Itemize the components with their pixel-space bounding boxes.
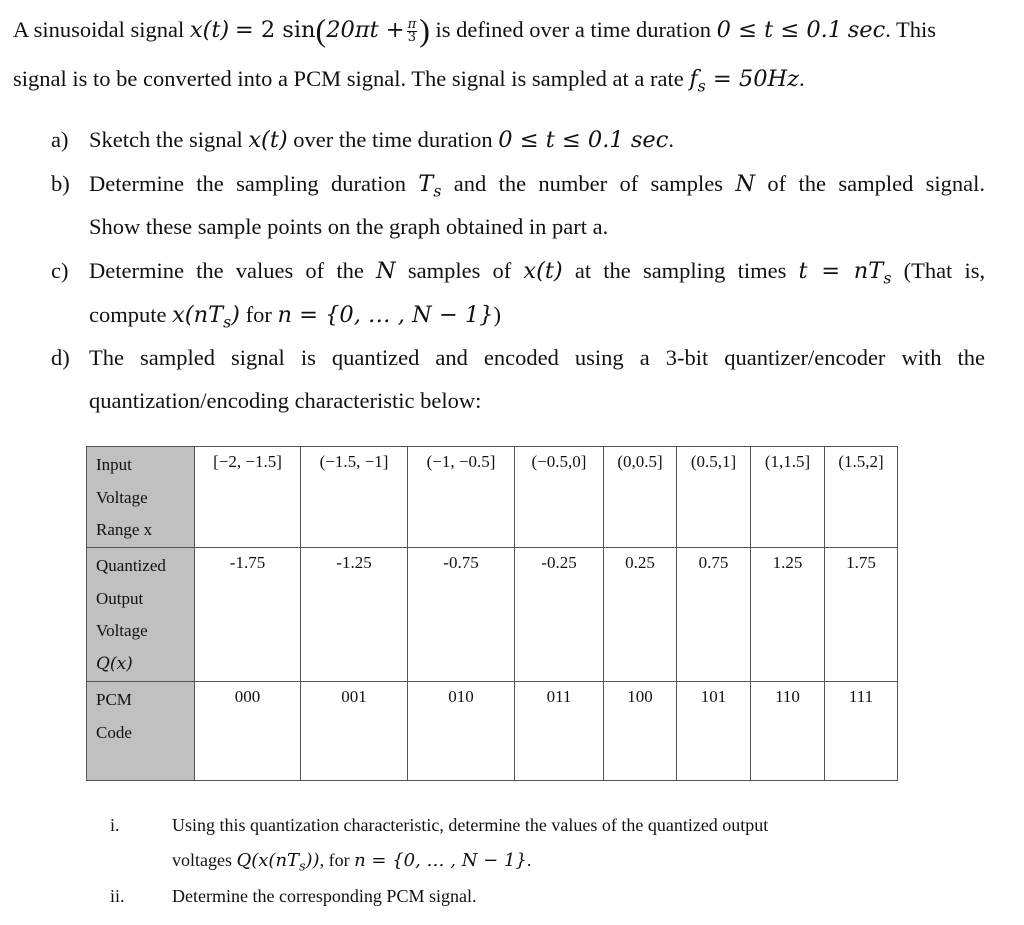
header-line: Range x xyxy=(96,520,153,539)
text-run: of the sampled signal. xyxy=(767,171,986,196)
table-row-quantized xyxy=(87,548,898,682)
intro-text: A sinusoidal signal xyxy=(13,17,185,42)
s-subscript: s xyxy=(883,268,892,288)
frac-numerator: π xyxy=(407,17,417,33)
close-paren: ) xyxy=(419,12,430,48)
sample-expr-start: x(nT xyxy=(172,302,224,328)
text-run: compute xyxy=(89,302,167,327)
header-line: Quantized xyxy=(96,556,166,575)
intro-line-2 xyxy=(13,66,805,96)
row-header-quantized xyxy=(87,548,195,682)
text-run: , for xyxy=(319,850,350,870)
intro-text: signal is to be converted into a PCM signal. The signal is sampled at a rate xyxy=(13,66,684,91)
ts-symbol xyxy=(418,171,442,201)
header-line: Output xyxy=(96,588,144,608)
n-symbol: N xyxy=(375,258,396,284)
text-run: voltages xyxy=(172,850,232,870)
text-run: Determine the values of the xyxy=(89,258,364,283)
index-set: n = {0, … , N − 1} xyxy=(354,850,527,871)
quantized-cell: -0.75 xyxy=(408,548,515,682)
intro-text: . xyxy=(799,66,805,91)
ts-letter: T xyxy=(418,171,434,197)
sample-expression: $x(nT_s)$ xyxy=(172,302,240,332)
unit-sec: sec xyxy=(847,17,886,43)
n-symbol: N xyxy=(735,171,756,197)
signal-symbol: x(t) xyxy=(248,127,288,153)
table-row-input-range xyxy=(87,447,898,548)
quantized-cell: -1.25 xyxy=(301,548,408,682)
part-d-label: d) xyxy=(51,345,70,370)
sampling-rate xyxy=(689,66,800,96)
pcm-code-cell: 111 xyxy=(825,682,898,781)
part-d-line-2: quantization/encoding characteristic below: xyxy=(89,388,482,413)
pcm-code-cell: 000 xyxy=(195,682,301,781)
quantization-table xyxy=(86,446,898,781)
text-run: and the number of samples xyxy=(453,171,724,196)
time-range: 0 ≤ t ≤ 0.1 sec xyxy=(498,127,669,153)
subpart-ii-text: Determine the corresponding PCM signal. xyxy=(172,886,477,906)
ts-subscript: s xyxy=(433,181,442,201)
intro-text: . This xyxy=(885,17,937,42)
text-run: . xyxy=(526,850,532,870)
quantized-expression: $Q(x(nT_s))$ xyxy=(236,850,320,874)
sample-expr-end: ) xyxy=(231,302,240,328)
part-b-line-1 xyxy=(89,171,985,201)
subpart-i-line-2 xyxy=(172,850,531,874)
range-cell: (1.5,2] xyxy=(825,447,898,548)
part-b-line-2: Show these sample points on the graph obtained in part a. xyxy=(89,214,609,239)
header-line: PCM xyxy=(96,690,132,709)
index-set: n = {0, … , N − 1} xyxy=(277,302,494,328)
text-run: Sketch the signal xyxy=(89,127,243,152)
header-line: Voltage xyxy=(96,621,148,640)
part-c-line-1 xyxy=(89,258,985,288)
argument-text: 20πt + xyxy=(326,17,405,43)
sampling-time xyxy=(798,258,892,288)
part-c-label: c) xyxy=(51,258,69,283)
fs-value: = 50Hz xyxy=(712,66,800,92)
fs-subscript: s xyxy=(697,76,706,96)
quantized-cell: -0.25 xyxy=(515,548,604,682)
intro-line-1 xyxy=(13,12,936,49)
signal-symbol: x(t) xyxy=(523,258,563,284)
q-expr-end: )) xyxy=(305,850,320,871)
pcm-code-cell: 110 xyxy=(751,682,825,781)
part-a-text xyxy=(89,127,674,153)
part-c-line-2 xyxy=(89,302,501,332)
pcm-code-cell: 010 xyxy=(408,682,515,781)
range-cell: (−1, −0.5] xyxy=(408,447,515,548)
time-range: 0 ≤ t ≤ 0.1 xyxy=(716,17,843,43)
t-equation: t = nT xyxy=(798,258,884,284)
range-cell: (1,1.5] xyxy=(751,447,825,548)
text-run: Determine the sampling duration xyxy=(89,171,406,196)
header-line: Input xyxy=(96,455,132,474)
quantized-cell: -1.75 xyxy=(195,548,301,682)
signal-symbol: x(t) xyxy=(189,17,230,43)
header-line: Voltage xyxy=(96,487,148,507)
text-run: . xyxy=(668,127,674,152)
open-paren: ( xyxy=(315,12,327,48)
range-cell: (−1.5, −1] xyxy=(301,447,408,548)
quantized-cell: 1.25 xyxy=(751,548,825,682)
pcm-code-cell: 101 xyxy=(677,682,751,781)
range-cell: (0,0.5] xyxy=(604,447,677,548)
table-row-pcm xyxy=(87,682,898,781)
frac-denominator: 3 xyxy=(407,30,417,46)
header-line: Code xyxy=(96,722,132,742)
subpart-ii-label: ii. xyxy=(110,886,125,906)
range-cell: [−2, −1.5] xyxy=(195,447,301,548)
quantized-cell: 0.75 xyxy=(677,548,751,682)
pi-over-three xyxy=(407,19,418,44)
subpart-i-label: i. xyxy=(110,815,120,835)
quantized-cell: 0.25 xyxy=(604,548,677,682)
row-header-input xyxy=(87,447,195,548)
part-b-label: b) xyxy=(51,171,70,196)
fs-symbol: f xyxy=(689,66,698,92)
row-header-pcm xyxy=(87,682,195,781)
pcm-code-cell: 001 xyxy=(301,682,408,781)
text-run: ) xyxy=(493,302,501,327)
header-line: Q(x) xyxy=(96,653,133,674)
text-run: over the time duration xyxy=(293,127,493,152)
part-a-label: a) xyxy=(51,127,69,152)
part-d-line-1: The sampled signal is quantized and encoded using a 3-bit quantizer/encoder with the xyxy=(89,345,985,370)
text-run: samples of xyxy=(407,258,512,283)
pcm-code-cell: 100 xyxy=(604,682,677,781)
quantized-cell: 1.75 xyxy=(825,548,898,682)
intro-text: is defined over a time duration xyxy=(435,17,712,42)
range-cell: (0.5,1] xyxy=(677,447,751,548)
text-run: (That is, xyxy=(903,258,986,283)
equation-text: = 2 sin xyxy=(234,17,316,43)
subpart-i-line-1: Using this quantization characteristic, determine the values of the quantized output xyxy=(172,815,769,835)
text-run: at the sampling times xyxy=(574,258,787,283)
range-cell: (−0.5,0] xyxy=(515,447,604,548)
pcm-code-cell: 011 xyxy=(515,682,604,781)
q-expr-start: Q(x(nT xyxy=(236,850,300,871)
text-run: for xyxy=(245,302,272,327)
